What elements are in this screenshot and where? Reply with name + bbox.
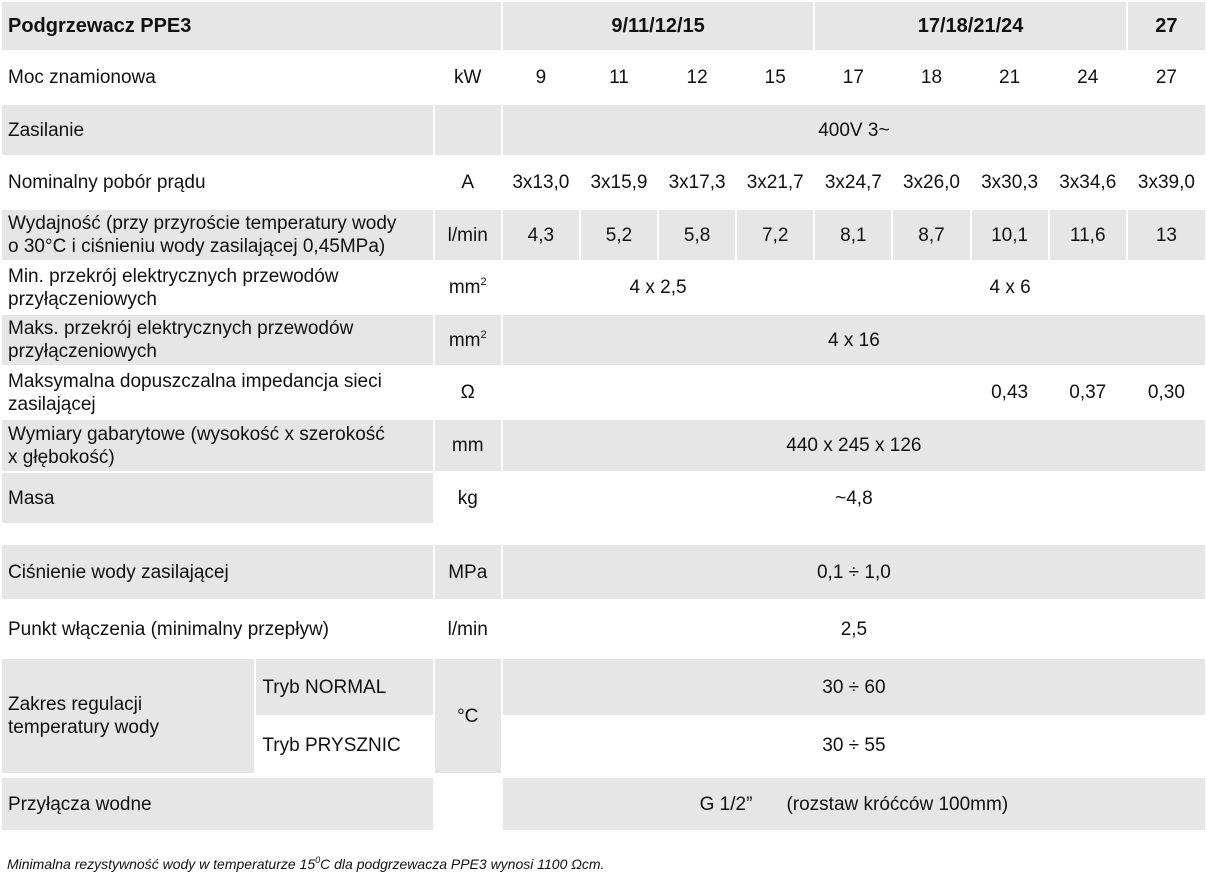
table-gap bbox=[2, 775, 1205, 776]
unit-cell: MPa bbox=[435, 545, 501, 599]
header-row bbox=[2, 2, 1205, 50]
value-cell: 3x39,0 bbox=[1128, 157, 1205, 208]
row-label-flow bbox=[2, 210, 433, 260]
value-cell: 8,7 bbox=[893, 210, 969, 260]
table-row bbox=[2, 659, 1205, 715]
unit-base: mm bbox=[448, 277, 481, 298]
value-cell: 3x13,0 bbox=[503, 157, 579, 208]
unit-cell bbox=[435, 315, 501, 365]
empty-cell bbox=[893, 367, 969, 418]
empty-cell bbox=[737, 367, 813, 418]
value-cell: 0,37 bbox=[1050, 367, 1126, 418]
unit-sup: 2 bbox=[480, 328, 487, 341]
row-label-impedance bbox=[2, 367, 433, 418]
unit-cell: A bbox=[435, 157, 501, 208]
row-label-power: Moc znamionowa bbox=[2, 52, 433, 103]
row-label-dimensions bbox=[2, 420, 433, 471]
footnote-text-end: C dla podgrzewacza PPE3 wynosi 1100 Ωcm. bbox=[320, 856, 605, 872]
table-row bbox=[2, 315, 1205, 365]
model-cell: 15 bbox=[737, 52, 813, 103]
label-line: x głębokość) bbox=[8, 446, 115, 468]
value-cell: 13 bbox=[1128, 210, 1205, 260]
footnote bbox=[7, 856, 604, 872]
value-cell: 0,30 bbox=[1128, 367, 1205, 418]
value-cell: 3x30,3 bbox=[972, 157, 1048, 208]
unit-cell: °C bbox=[435, 659, 501, 773]
table-row bbox=[2, 778, 1205, 830]
model-cell: 9 bbox=[503, 52, 579, 103]
row-label-mass: Masa bbox=[2, 473, 433, 523]
empty-cell bbox=[581, 367, 657, 418]
row-label-switch-on: Punkt włączenia (minimalny przepływ) bbox=[2, 601, 433, 657]
value-cell: ~4,8 bbox=[503, 473, 1205, 523]
table-row bbox=[2, 601, 1205, 657]
value-cell: 0,1 ÷ 1,0 bbox=[503, 545, 1205, 599]
empty-cell bbox=[659, 367, 735, 418]
table-row bbox=[2, 262, 1205, 313]
value-cell: 4 x 16 bbox=[503, 315, 1205, 365]
group-header-1: 9/11/12/15 bbox=[503, 2, 814, 50]
value-cell: 440 x 245 x 126 bbox=[503, 420, 1205, 471]
label-line: o 30°C i ciśnieniu wody zasilającej 0,45MPa) bbox=[8, 236, 386, 257]
connection-spacing: (rozstaw króćców 100mm) bbox=[786, 793, 1009, 815]
model-cell: 11 bbox=[581, 52, 657, 103]
unit-cell: Ω bbox=[435, 367, 501, 418]
label-line: przyłączeniowych bbox=[8, 341, 157, 362]
empty-cell bbox=[503, 367, 579, 418]
model-cell: 12 bbox=[659, 52, 735, 103]
value-cell: 5,8 bbox=[659, 210, 735, 260]
mode-shower-label: Tryb PRYSZNIC bbox=[256, 717, 432, 773]
label-line: Min. przekrój elektrycznych przewodów bbox=[8, 265, 339, 287]
value-cell: 30 ÷ 60 bbox=[503, 659, 1205, 715]
value-cell: 8,1 bbox=[815, 210, 891, 260]
label-line: Wydajność (przy przyroście temperatury wody bbox=[8, 213, 397, 234]
row-label-pressure: Ciśnienie wody zasilającej bbox=[2, 545, 433, 599]
unit-cell: mm bbox=[435, 420, 501, 471]
gap-cell bbox=[2, 525, 1205, 543]
row-label-current: Nominalny pobór prądu bbox=[2, 157, 433, 208]
table-row bbox=[2, 105, 1205, 155]
value-cell: 7,2 bbox=[737, 210, 813, 260]
table-row bbox=[2, 473, 1205, 523]
label-line: Wymiary gabarytowe (wysokość x szerokość bbox=[8, 423, 385, 445]
value-cell: 0,43 bbox=[972, 367, 1048, 418]
unit-cell: kW bbox=[435, 52, 501, 103]
model-cell: 27 bbox=[1128, 52, 1205, 103]
table-row bbox=[2, 420, 1205, 471]
value-cell: 5,2 bbox=[581, 210, 657, 260]
value-cell: 4,3 bbox=[503, 210, 579, 260]
label-line: Maksymalna dopuszczalna impedancja sieci bbox=[8, 370, 382, 392]
unit-cell bbox=[435, 262, 501, 313]
group-header-2: 17/18/21/24 bbox=[815, 2, 1126, 50]
label-line: Maks. przekrój elektrycznych przewodów bbox=[8, 318, 354, 339]
label-line: Zakres regulacji bbox=[8, 694, 143, 715]
model-cell: 17 bbox=[815, 52, 891, 103]
value-cell: 4 x 6 bbox=[815, 262, 1205, 313]
value-cell: 3x24,7 bbox=[815, 157, 891, 208]
value-cell: 3x17,3 bbox=[659, 157, 735, 208]
table-row bbox=[2, 210, 1205, 260]
value-cell: 3x15,9 bbox=[581, 157, 657, 208]
table-row bbox=[2, 367, 1205, 418]
footnote-sup: 0 bbox=[315, 855, 321, 865]
unit-cell: kg bbox=[435, 473, 501, 523]
table-row bbox=[2, 52, 1205, 103]
row-label-connections: Przyłącza wodne bbox=[2, 778, 433, 830]
unit-cell bbox=[435, 778, 501, 830]
unit-cell: l/min bbox=[435, 210, 501, 260]
group-header-3: 27 bbox=[1128, 2, 1205, 50]
empty-cell bbox=[815, 367, 891, 418]
row-label-min-cable bbox=[2, 262, 433, 313]
table-title: Podgrzewacz PPE3 bbox=[2, 2, 501, 50]
label-line: zasilającej bbox=[8, 393, 96, 415]
unit-cell: l/min bbox=[435, 601, 501, 657]
unit-base: mm bbox=[448, 329, 481, 351]
row-label-supply: Zasilanie bbox=[2, 105, 433, 155]
label-line: przyłączeniowych bbox=[8, 288, 157, 310]
value-cell: 2,5 bbox=[503, 601, 1205, 657]
row-label-temp-range bbox=[2, 659, 254, 773]
value-cell bbox=[503, 778, 1205, 830]
mode-normal-label: Tryb NORMAL bbox=[256, 659, 432, 715]
table-row bbox=[2, 545, 1205, 599]
table-gap bbox=[2, 525, 1205, 543]
model-cell: 21 bbox=[972, 52, 1048, 103]
value-cell: 4 x 2,5 bbox=[503, 262, 814, 313]
table-row bbox=[2, 157, 1205, 208]
value-cell: 10,1 bbox=[972, 210, 1048, 260]
unit-sup: 2 bbox=[480, 276, 487, 288]
label-line: temperatury wody bbox=[8, 717, 160, 738]
value-cell: 3x21,7 bbox=[737, 157, 813, 208]
footnote-text: Minimalna rezystywność wody w temperaturze 15 bbox=[7, 856, 316, 872]
value-cell: 3x26,0 bbox=[893, 157, 969, 208]
value-cell: 30 ÷ 55 bbox=[503, 717, 1205, 773]
value-cell: 11,6 bbox=[1050, 210, 1126, 260]
value-cell: 400V 3~ bbox=[503, 105, 1205, 155]
value-cell: 3x34,6 bbox=[1050, 157, 1126, 208]
model-cell: 24 bbox=[1050, 52, 1126, 103]
row-label-max-cable bbox=[2, 315, 433, 365]
model-cell: 18 bbox=[893, 52, 969, 103]
connection-thread: G 1/2” bbox=[699, 793, 753, 815]
unit-cell bbox=[435, 105, 501, 155]
gap-cell bbox=[2, 775, 1205, 776]
